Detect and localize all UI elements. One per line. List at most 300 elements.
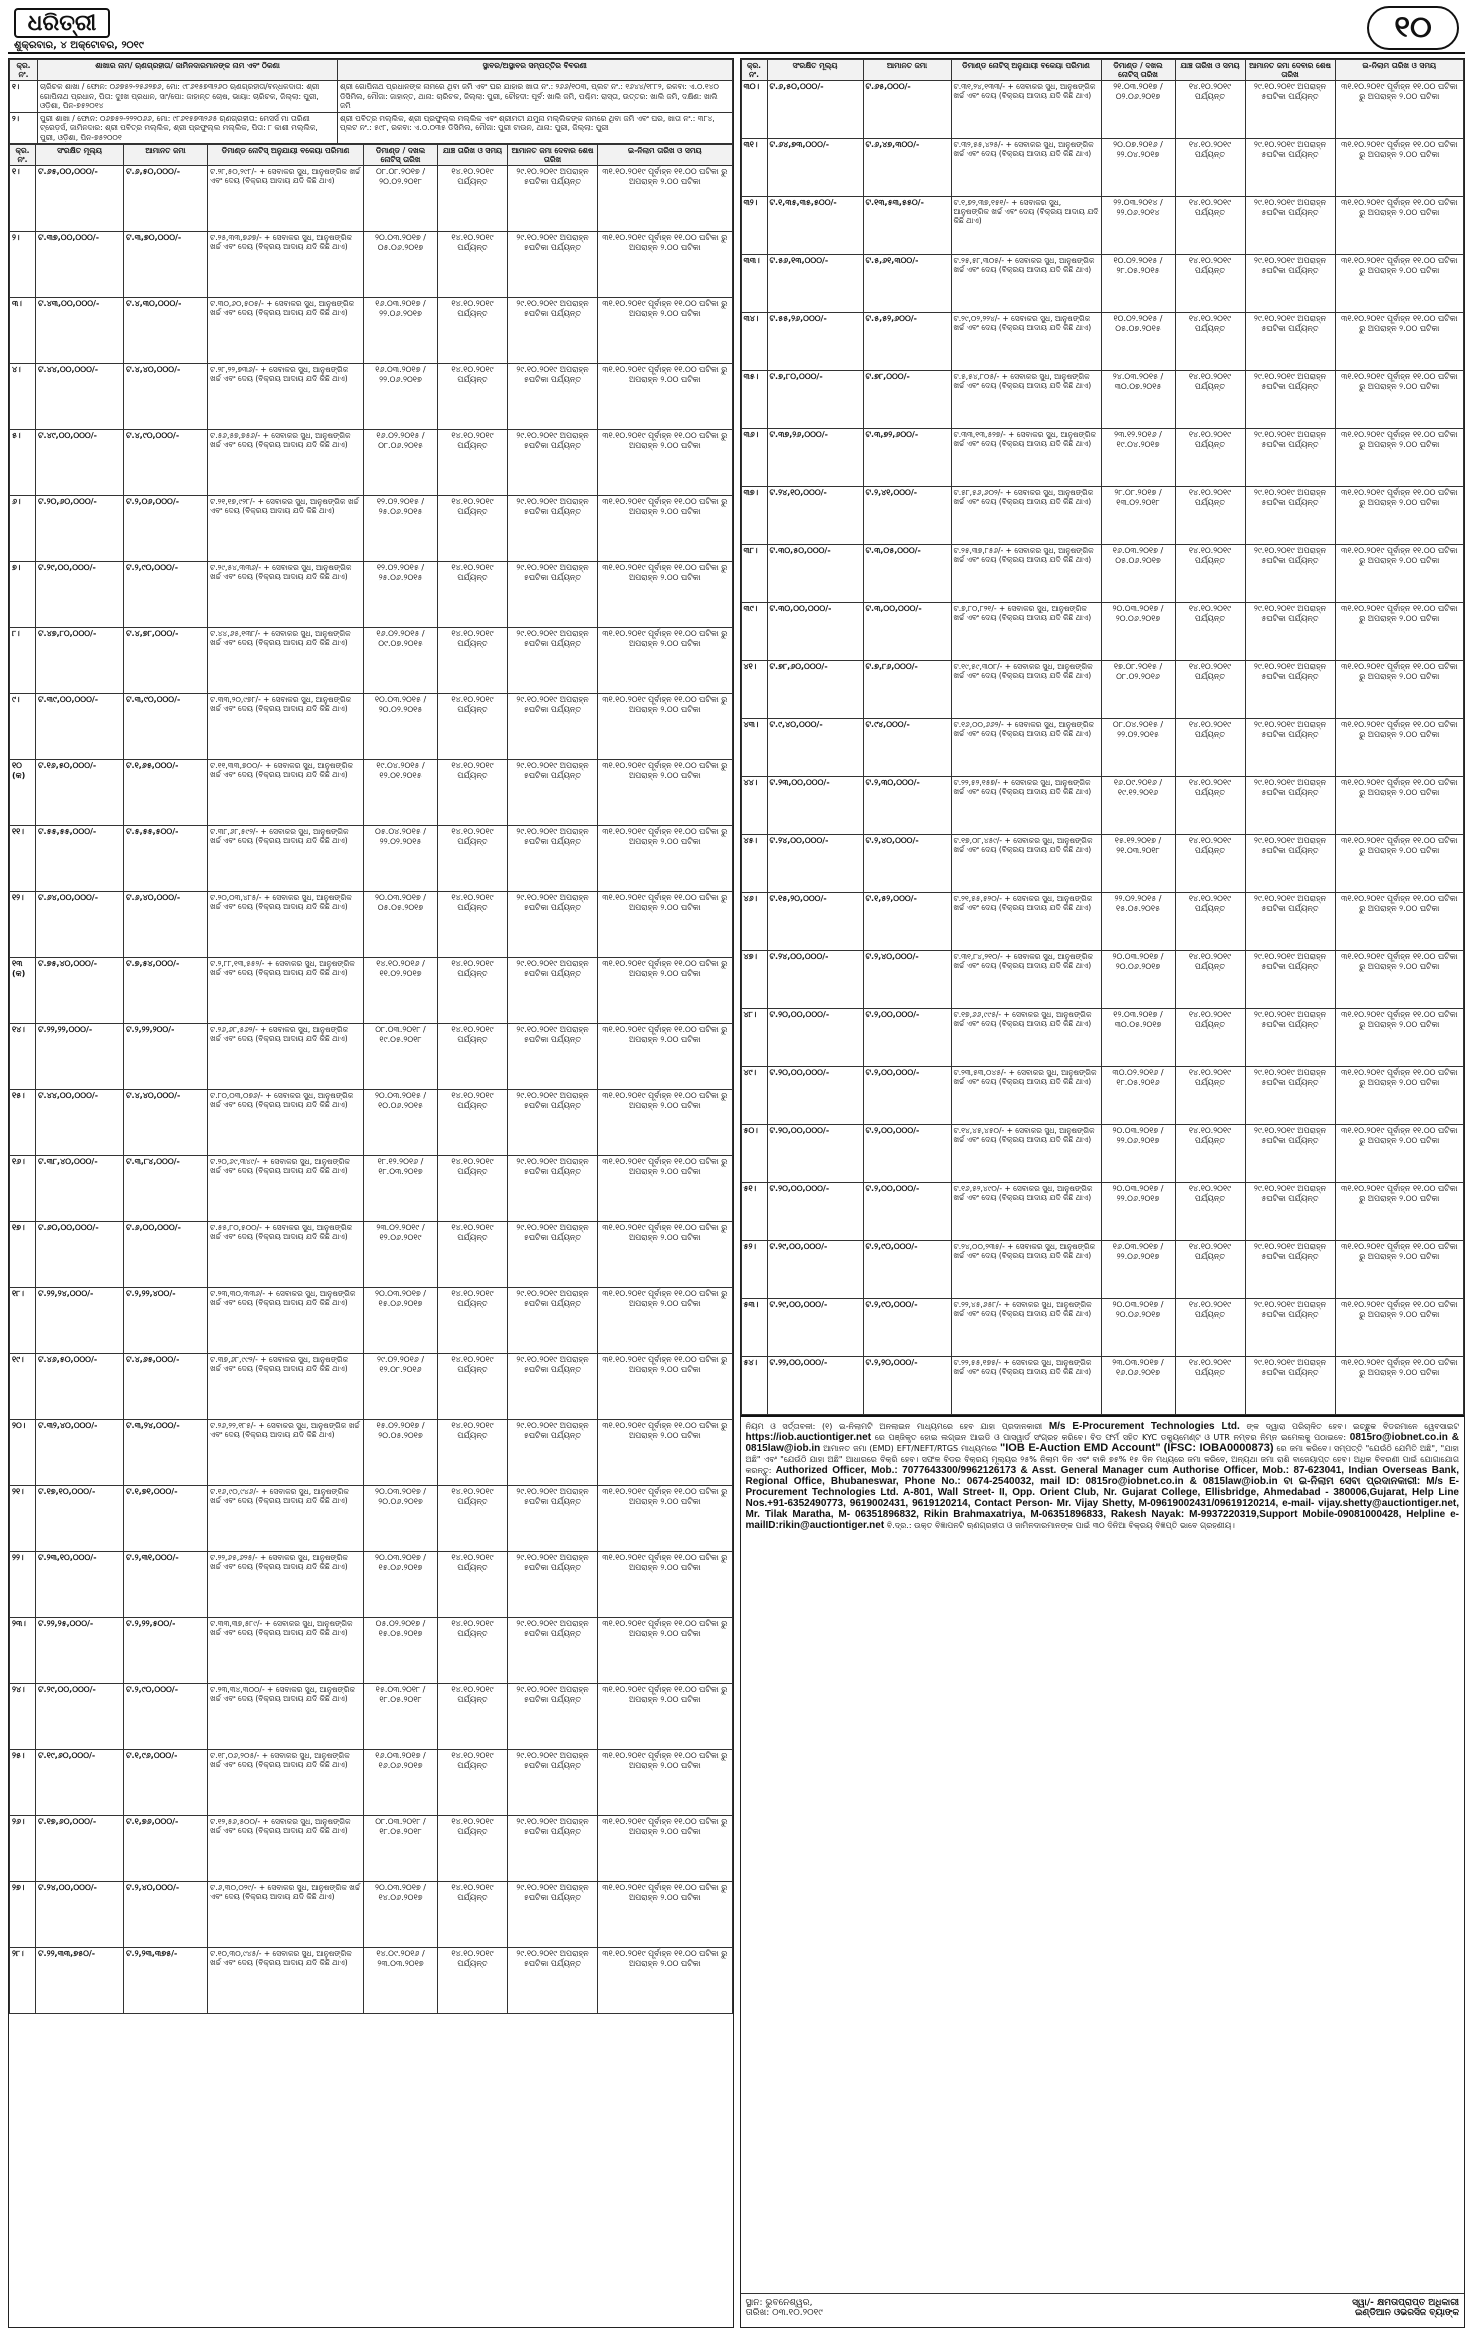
- row-serial: ୩୯।: [741, 603, 767, 661]
- auction-row: [741, 1009, 1464, 1067]
- notice-dates: ୨୦.୦୩.୨୦୧୭ / ୧୫.୦୬.୨୦୧୭: [364, 1552, 438, 1618]
- outstanding-dues: ଟ.୨୮,୫୦,୨୯୮/- + ସେବାକର ସୁଧ, ଆନୁଷଙ୍ଗିକ ଖର୍ଚ୍ଚ ଏବଂ ଦେୟ (ବିକ୍ରୟ ଆଦାୟ ଯଦି କିଛି ଥାଏ): [208, 166, 364, 232]
- auction-row: [10, 1684, 733, 1750]
- reserve-price: ଟ.୭୫,୪୦,୦୦୦/-: [36, 958, 124, 1024]
- header-emd-last-date: ଆମାନତ ଜମା ଦେବାର ଶେଷ ତାରିଖ: [1245, 60, 1335, 81]
- emd-last-date: ୨୯.୧୦.୨୦୧୯ ଅପରାହ୍ନ ୫ଘଟିକା ପର୍ଯ୍ୟନ୍ତ: [1245, 1009, 1335, 1067]
- auction-row: [10, 298, 733, 364]
- auction-date-time: ୩୧.୧୦.୨୦୧୯ ପୂର୍ବାହ୍ନ ୧୧.୦୦ ଘଟିକା ରୁ ଅପରାହ୍ନ ୨.୦୦ ଘଟିକା: [1335, 197, 1464, 255]
- reserve-price: ଟ.୫୫,୫୫,୦୦୦/-: [36, 826, 124, 892]
- earnest-money-deposit: ଟ.୨,୯୦,୦୦୦/-: [124, 562, 208, 628]
- auction-date-time: ୩୧.୧୦.୨୦୧୯ ପୂର୍ବାହ୍ନ ୧୧.୦୦ ଘଟିକା ରୁ ଅପରାହ୍ନ ୨.୦୦ ଘଟିକା: [1335, 139, 1464, 197]
- reserve-price: ଟ.୬୫,୦୦,୦୦୦/-: [36, 166, 124, 232]
- emd-last-date: ୨୯.୧୦.୨୦୧୯ ଅପରାହ୍ନ ୫ଘଟିକା ପର୍ଯ୍ୟନ୍ତ: [508, 1618, 598, 1684]
- auction-date-time: ୩୧.୧୦.୨୦୧୯ ପୂର୍ବାହ୍ନ ୧୧.୦୦ ଘଟିକା ରୁ ଅପରାହ୍ନ ୨.୦୦ ଘଟିକା: [598, 1024, 733, 1090]
- notice-dates: ୧୨.୦୩.୨୦୧୭ / ୩୦.୦୫.୨୦୧୭: [1101, 1009, 1175, 1067]
- auction-date-time: ୩୧.୧୦.୨୦୧୯ ପୂର୍ବାହ୍ନ ୧୧.୦୦ ଘଟିକା ରୁ ଅପରାହ୍ନ ୨.୦୦ ଘଟିକା: [598, 298, 733, 364]
- auction-url-link[interactable]: https://iob.auctiontiger.net: [745, 1432, 872, 1443]
- earnest-money-deposit: ଟ.୩,୨୪,୦୦୦/-: [124, 1420, 208, 1486]
- outstanding-dues: ଟ.୧୭,୬୬,୯୯୫/- + ସେବାକର ସୁଧ, ଆନୁଷଙ୍ଗିକ ଖର୍ଚ୍ଚ ଏବଂ ଦେୟ (ବିକ୍ରୟ ଆଦାୟ ଯଦି କିଛି ଥାଏ): [951, 1009, 1101, 1067]
- notice-dates: ୧୬.୦୨.୨୦୧୫ / ୦୯.୦୭.୨୦୧୫: [364, 628, 438, 694]
- row-serial: ୧୭।: [10, 1222, 36, 1288]
- notice-dates: ୧୪.୦୯.୨୦୧୬ / ୨୩.୦୩.୨୦୧୭: [364, 1948, 438, 2014]
- emd-last-date: ୨୯.୧୦.୨୦୧୯ ଅପରାହ୍ନ ୫ଘଟିକା ପର୍ଯ୍ୟନ୍ତ: [1245, 255, 1335, 313]
- earnest-money-deposit: ଟ.୩,୦୫,୦୦୦/-: [863, 545, 951, 603]
- outstanding-dues: ଟ.୧୯,୫୯,୩୦୮/- + ସେବାକର ସୁଧ, ଆନୁଷଙ୍ଗିକ ଖର୍ଚ୍ଚ ଏବଂ ଦେୟ (ବିକ୍ରୟ ଆଦାୟ ଯଦି କିଛି ଥାଏ): [951, 661, 1101, 719]
- earnest-money-deposit: ଟ.୨,୯୦,୦୦୦/-: [863, 1241, 951, 1299]
- row-serial: ୨୭।: [10, 1882, 36, 1948]
- inspection-date: ୧୪.୧୦.୨୦୧୯ ପର୍ଯ୍ୟନ୍ତ: [438, 1156, 508, 1222]
- outstanding-dues: ଟ.୨୩,୩୪,୩୦୦/- + ସେବାକର ସୁଧ, ଆନୁଷଙ୍ଗିକ ଖର୍ଚ୍ଚ ଏବଂ ଦେୟ (ବିକ୍ରୟ ଆଦାୟ ଯଦି କିଛି ଥାଏ): [208, 1684, 364, 1750]
- outstanding-dues: ଟ.୨୬,୨୨,୧୮୫/- + ସେବାକର ସୁଧ, ଆନୁଷଙ୍ଗିକ ଖର୍ଚ୍ଚ ଏବଂ ଦେୟ (ବିକ୍ରୟ ଆଦାୟ ଯଦି କିଛି ଥାଏ): [208, 1420, 364, 1486]
- auction-row: [10, 1156, 733, 1222]
- auction-row: [10, 1288, 733, 1354]
- emd-last-date: ୨୯.୧୦.୨୦୧୯ ଅପରାହ୍ନ ୫ଘଟିକା ପର୍ଯ୍ୟନ୍ତ: [508, 364, 598, 430]
- row-serial: ୩୭।: [741, 487, 767, 545]
- inspection-date: ୧୪.୧୦.୨୦୧୯ ପର୍ଯ୍ୟନ୍ତ: [438, 1552, 508, 1618]
- reserve-price: ଟ.୪୯,୦୦,୦୦୦/-: [36, 430, 124, 496]
- inspection-date: ୧୪.୧୦.୨୦୧୯ ପର୍ଯ୍ୟନ୍ତ: [438, 496, 508, 562]
- earnest-money-deposit: ଟ.୧,୭୧,୦୦୦/-: [124, 1486, 208, 1552]
- auction-row: [10, 1024, 733, 1090]
- outstanding-dues: ଟ.୧୬,୫୨,୪୯୦/- + ସେବାକର ସୁଧ, ଆନୁଷଙ୍ଗିକ ଖର୍ଚ୍ଚ ଏବଂ ଦେୟ (ବିକ୍ରୟ ଆଦାୟ ଯଦି କିଛି ଥାଏ): [951, 1183, 1101, 1241]
- branch-serial: ୨।: [10, 112, 38, 144]
- emd-last-date: ୨୯.୧୦.୨୦୧୯ ଅପରାହ୍ନ ୫ଘଟିକା ପର୍ଯ୍ୟନ୍ତ: [1245, 951, 1335, 1009]
- reserve-price: ଟ.୧,୩୫,୩୫,୫୦୦/-: [767, 197, 863, 255]
- left-auction-table: [9, 144, 733, 2014]
- auction-date-time: ୩୧.୧୦.୨୦୧୯ ପୂର୍ବାହ୍ନ ୧୧.୦୦ ଘଟିକା ରୁ ଅପରାହ୍ନ ୨.୦୦ ଘଟିକା: [1335, 951, 1464, 1009]
- auction-date-time: ୩୧.୧୦.୨୦୧୯ ପୂର୍ବାହ୍ନ ୧୧.୦୦ ଘଟିକା ରୁ ଅପରାହ୍ନ ୨.୦୦ ଘଟିକା: [1335, 487, 1464, 545]
- notice-dates: ୨୧.୦୩.୨୦୧୭ / ୦୨.୦୬.୨୦୧୭: [1101, 81, 1175, 139]
- emd-last-date: ୨୯.୧୦.୨୦୧୯ ଅପରାହ୍ନ ୫ଘଟିକା ପର୍ଯ୍ୟନ୍ତ: [508, 1552, 598, 1618]
- auction-date-time: ୩୧.୧୦.୨୦୧୯ ପୂର୍ବାହ୍ନ ୧୧.୦୦ ଘଟିକା ରୁ ଅପରାହ୍ନ ୨.୦୦ ଘଟିକା: [598, 1750, 733, 1816]
- reserve-price: ଟ.୪୪,୦୦,୦୦୦/-: [36, 1090, 124, 1156]
- earnest-money-deposit: ଟ.୫,୫୨,୬୦୦/-: [863, 313, 951, 371]
- reserve-price: ଟ.୨୨,୦୦,୦୦୦/-: [767, 1357, 863, 1415]
- inspection-date: ୧୪.୧୦.୨୦୧୯ ପର୍ଯ୍ୟନ୍ତ: [1175, 777, 1245, 835]
- inspection-date: ୧୪.୧୦.୨୦୧୯ ପର୍ଯ୍ୟନ୍ତ: [1175, 1183, 1245, 1241]
- auction-row: [741, 139, 1464, 197]
- inspection-date: ୧୪.୧୦.୨୦୧୯ ପର୍ଯ୍ୟନ୍ତ: [1175, 1357, 1245, 1415]
- emd-last-date: ୨୯.୧୦.୨୦୧୯ ଅପରାହ୍ନ ୫ଘଟିକା ପର୍ଯ୍ୟନ୍ତ: [508, 628, 598, 694]
- emd-last-date: ୨୯.୧୦.୨୦୧୯ ଅପରାହ୍ନ ୫ଘଟିକା ପର୍ଯ୍ୟନ୍ତ: [508, 298, 598, 364]
- outstanding-dues: ଟ.୧୦,୩୦,୯୪୫/- + ସେବାକର ସୁଧ, ଆନୁଷଙ୍ଗିକ ଖର୍ଚ୍ଚ ଏବଂ ଦେୟ (ବିକ୍ରୟ ଆଦାୟ ଯଦି କିଛି ଥାଏ): [208, 1948, 364, 2014]
- outstanding-dues: ଟ.୪୪,୬୫,୧୩୮/- + ସେବାକର ସୁଧ, ଆନୁଷଙ୍ଗିକ ଖର୍ଚ୍ଚ ଏବଂ ଦେୟ (ବିକ୍ରୟ ଆଦାୟ ଯଦି କିଛି ଥାଏ): [208, 628, 364, 694]
- reserve-price: ଟ.୩୮,୪୦,୦୦୦/-: [36, 1156, 124, 1222]
- header-auction-date: ଇ-ନିଲାମ ତାରିଖ ଓ ସମୟ: [1335, 60, 1464, 81]
- terms-and-conditions: [741, 1415, 1465, 2293]
- auction-row: [741, 371, 1464, 429]
- row-serial: ୩୩।: [741, 255, 767, 313]
- outstanding-dues: ଟ.୧୬,୯୦,୯୪୬/- + ସେବାକର ସୁଧ, ଆନୁଷଙ୍ଗିକ ଖର୍ଚ୍ଚ ଏବଂ ଦେୟ (ବିକ୍ରୟ ଆଦାୟ ଯଦି କିଛି ଥାଏ): [208, 1486, 364, 1552]
- provider-name: M/s E-Procurement Technologies Ltd.: [1048, 1421, 1240, 1432]
- outstanding-dues: ଟ.୨,୮୮,୧୩,୫୫୨/- + ସେବାକର ସୁଧ, ଆନୁଷଙ୍ଗିକ ଖର୍ଚ୍ଚ ଏବଂ ଦେୟ (ବିକ୍ରୟ ଆଦାୟ ଯଦି କିଛି ଥାଏ): [208, 958, 364, 1024]
- notice-dates: ୨୨.୦୨.୨୦୧୫ / ୧୫.୦୫.୨୦୧୫: [1101, 893, 1175, 951]
- row-serial: ୮।: [10, 628, 36, 694]
- auction-date-time: ୩୧.୧୦.୨୦୧୯ ପୂର୍ବାହ୍ନ ୧୧.୦୦ ଘଟିକା ରୁ ଅପରାହ୍ନ ୨.୦୦ ଘଟିକା: [1335, 313, 1464, 371]
- auction-row: [10, 628, 733, 694]
- outstanding-dues: ଟ.୨୯,୫୪,୩୩୬/- + ସେବାକର ସୁଧ, ଆନୁଷଙ୍ଗିକ ଖର୍ଚ୍ଚ ଏବଂ ଦେୟ (ବିକ୍ରୟ ଆଦାୟ ଯଦି କିଛି ଥାଏ): [208, 562, 364, 628]
- reserve-price: ଟ.୨୪,୦୦,୦୦୦/-: [36, 1882, 124, 1948]
- earnest-money-deposit: ଟ.୬,୫୦,୦୦୦/-: [124, 166, 208, 232]
- row-serial: ୪୩।: [741, 719, 767, 777]
- row-serial: ୪୫।: [741, 835, 767, 893]
- header-reserve-price: ସଂରକ୍ଷିତ ମୂଲ୍ୟ: [767, 60, 863, 81]
- notice-dates: ୧୭.୦୮.୨୦୧୫ / ୦୮.୦୨.୨୦୧୬: [1101, 661, 1175, 719]
- earnest-money-deposit: ଟ.୧,୭୬,୦୦୦/-: [124, 1816, 208, 1882]
- property-details: ଶ୍ରୀ ଗୋପିନାଥ ପ୍ରଧାନଙ୍କ ନାମରେ ଥିବା ଜମି ଏବଂ ଘର ଯାହାର ଖାତା ନଂ.: ୨୬୬/୧୦୩, ପ୍ଲଟ ନଂ.: ୧୬୪୪/୧୮୮୨, ରକବା: ଏ.୦.୧୪୦ ଡିସିମିଲ, ମୌଜା: ଜାହାନ୍ତ, ଥାନା: ଚାରିଚକ, ଜିଲ୍ଲା: ପୁରୀ, ଚୌହଦୀ: ପୂର୍ବ: ଖାଲି ଜମି, ପଶ୍ଚିମ: ରାସ୍ତା, ଉତ୍ତର: ଖାଲି ଜମି, ଦକ୍ଷିଣ: ଖାଲି ଜମି: [338, 81, 733, 113]
- inspection-date: ୧୪.୧୦.୨୦୧୯ ପର୍ଯ୍ୟନ୍ତ: [1175, 197, 1245, 255]
- outstanding-dues: ଟ.୩୧,୮୪,୨୧୦/- + ସେବାକର ସୁଧ, ଆନୁଷଙ୍ଗିକ ଖର୍ଚ୍ଚ ଏବଂ ଦେୟ (ବିକ୍ରୟ ଆଦାୟ ଯଦି କିଛି ଥାଏ): [951, 951, 1101, 1009]
- earnest-money-deposit: ଟ.୨,୨୨,୨୦୦/-: [124, 1024, 208, 1090]
- branch-header-no: କ୍ର. ନଂ.: [10, 60, 38, 81]
- terms-lead: ନିୟମ ଓ ସର୍ତ୍ତାବଳୀ: (୧) ଇ-ନିଲାମଟି ଅନଲାଇନ ମାଧ୍ୟମରେ ହେବ ଯାହା ପ୍ରଦାନକାରୀ: [745, 1422, 1043, 1431]
- auction-date-time: ୩୧.୧୦.୨୦୧୯ ପୂର୍ବାହ୍ନ ୧୧.୦୦ ଘଟିକା ରୁ ଅପରାହ୍ନ ୨.୦୦ ଘଟିକା: [1335, 719, 1464, 777]
- auction-date-time: ୩୧.୧୦.୨୦୧୯ ପୂର୍ବାହ୍ନ ୧୧.୦୦ ଘଟିକା ରୁ ଅପରାହ୍ନ ୨.୦୦ ଘଟିକା: [1335, 1299, 1464, 1357]
- outstanding-dues: ଟ.୩୧,୨୪,୧୩୩/- + ସେବାକର ସୁଧ, ଆନୁଷଙ୍ଗିକ ଖର୍ଚ୍ଚ ଏବଂ ଦେୟ (ବିକ୍ରୟ ଆଦାୟ ଯଦି କିଛି ଥାଏ): [951, 81, 1101, 139]
- notice-dates: ୧୫.୧୨.୨୦୧୭ / ୨୧.୦୩.୨୦୧୮: [1101, 835, 1175, 893]
- outstanding-dues: ଟ.୨୦,୬୯,୩୪୯/- + ସେବାକର ସୁଧ, ଆନୁଷଙ୍ଗିକ ଖର୍ଚ୍ଚ ଏବଂ ଦେୟ (ବିକ୍ରୟ ଆଦାୟ ଯଦି କିଛି ଥାଏ): [208, 1156, 364, 1222]
- newspaper-logo: ଧରିତ୍ରୀ: [14, 8, 110, 38]
- auction-row: [10, 826, 733, 892]
- inspection-date: ୧୪.୧୦.୨୦୧୯ ପର୍ଯ୍ୟନ୍ତ: [438, 1948, 508, 2014]
- earnest-money-deposit: ଟ.୨,୨୨,୪୦୦/-: [124, 1288, 208, 1354]
- inspection-date: ୧୪.୧୦.୨୦୧୯ ପର୍ଯ୍ୟନ୍ତ: [438, 826, 508, 892]
- inspection-date: ୧୪.୧୦.୨୦୧୯ ପର୍ଯ୍ୟନ୍ତ: [1175, 81, 1245, 139]
- reserve-price: ଟ.୬୪,୦୦,୦୦୦/-: [36, 892, 124, 958]
- auction-date-time: ୩୧.୧୦.୨୦୧୯ ପୂର୍ବାହ୍ନ ୧୧.୦୦ ଘଟିକା ରୁ ଅପରାହ୍ନ ୨.୦୦ ଘଟିକା: [598, 826, 733, 892]
- row-serial: ୪୧।: [741, 661, 767, 719]
- notice-dates: ୨୩.୧୨.୨୦୧୬ / ୧୯.୦୪.୨୦୧୭: [1101, 429, 1175, 487]
- auction-date-time: ୩୧.୧୦.୨୦୧୯ ପୂର୍ବାହ୍ନ ୧୧.୦୦ ଘଟିକା ରୁ ଅପରାହ୍ନ ୨.୦୦ ଘଟିକା: [1335, 603, 1464, 661]
- outstanding-dues: ଟ.୧୮,୦୬,୨୦୫/- + ସେବାକର ସୁଧ, ଆନୁଷଙ୍ଗିକ ଖର୍ଚ୍ଚ ଏବଂ ଦେୟ (ବିକ୍ରୟ ଆଦାୟ ଯଦି କିଛି ଥାଏ): [208, 1750, 364, 1816]
- reserve-price: ଟ.୨୦,୦୦,୦୦୦/-: [767, 1067, 863, 1125]
- reserve-price: ଟ.୪୪,୦୦,୦୦୦/-: [36, 364, 124, 430]
- notice-dates: ୨୦.୦୩.୨୦୧୭ / ୧୪.୦୬.୨୦୧୭: [364, 1882, 438, 1948]
- notice-dates: ୨୩.୦୩.୨୦୧୭ / ୧୬.୦୬.୨୦୧୭: [1101, 1357, 1175, 1415]
- auction-date-time: ୩୧.୧୦.୨୦୧୯ ପୂର୍ବାହ୍ନ ୧୧.୦୦ ଘଟିକା ରୁ ଅପରାହ୍ନ ୨.୦୦ ଘଟିକା: [598, 760, 733, 826]
- inspection-date: ୧୪.୧୦.୨୦୧୯ ପର୍ଯ୍ୟନ୍ତ: [438, 1882, 508, 1948]
- inspection-date: ୧୪.୧୦.୨୦୧୯ ପର୍ଯ୍ୟନ୍ତ: [438, 1684, 508, 1750]
- row-serial: ୪୬।: [741, 893, 767, 951]
- notice-dates: ୧୫.୦୨.୨୦୧୭ / ୨୦.୦୫.୨୦୧୭: [364, 1420, 438, 1486]
- inspection-date: ୧୪.୧୦.୨୦୧୯ ପର୍ଯ୍ୟନ୍ତ: [438, 1288, 508, 1354]
- outstanding-dues: ଟ.୮୦,୦୩,୦୭୬/- + ସେବାକର ସୁଧ, ଆନୁଷଙ୍ଗିକ ଖର୍ଚ୍ଚ ଏବଂ ଦେୟ (ବିକ୍ରୟ ଆଦାୟ ଯଦି କିଛି ଥାଏ): [208, 1090, 364, 1156]
- earnest-money-deposit: ଟ.୬,୪୭,୩୦୦/-: [863, 139, 951, 197]
- auction-date-time: ୩୧.୧୦.୨୦୧୯ ପୂର୍ବାହ୍ନ ୧୧.୦୦ ଘଟିକା ରୁ ଅପରାହ୍ନ ୨.୦୦ ଘଟିକା: [598, 1816, 733, 1882]
- inspection-date: ୧୪.୧୦.୨୦୧୯ ପର୍ଯ୍ୟନ୍ତ: [1175, 371, 1245, 429]
- outstanding-dues: ଟ.୫,୫୪,୮୦୫/- + ସେବାକର ସୁଧ, ଆନୁଷଙ୍ଗିକ ଖର୍ଚ୍ଚ ଏବଂ ଦେୟ (ବିକ୍ରୟ ଆଦାୟ ଯଦି କିଛି ଥାଏ): [951, 371, 1101, 429]
- reserve-price: ଟ.୨୯,୦୦,୦୦୦/-: [767, 1299, 863, 1357]
- auction-row: [10, 232, 733, 298]
- inspection-date: ୧୪.୧୦.୨୦୧୯ ପର୍ଯ୍ୟନ୍ତ: [438, 1816, 508, 1882]
- row-serial: ୧୦ (କ): [10, 760, 36, 826]
- inspection-date: ୧୪.୧୦.୨୦୧୯ ପର୍ଯ୍ୟନ୍ତ: [438, 166, 508, 232]
- header-notice-date: ଡିମାଣ୍ଡ / ଦଖଲ ନୋଟିସ୍ ତାରିଖ: [364, 145, 438, 166]
- outstanding-dues: ଟ.୧୪,୪୫,୪୫୦/- + ସେବାକର ସୁଧ, ଆନୁଷଙ୍ଗିକ ଖର୍ଚ୍ଚ ଏବଂ ଦେୟ (ବିକ୍ରୟ ଆଦାୟ ଯଦି କିଛି ଥାଏ): [951, 1125, 1101, 1183]
- earnest-money-deposit: ଟ.୨,୯୦,୦୦୦/-: [863, 1299, 951, 1357]
- notice-dates: ୨୦.୦୭.୨୦୧୬ / ୨୨.୦୪.୨୦୧୭: [1101, 139, 1175, 197]
- outstanding-dues: ଟ.୨୮,୨୨,୭୩୬/- + ସେବାକର ସୁଧ, ଆନୁଷଙ୍ଗିକ ଖର୍ଚ୍ଚ ଏବଂ ଦେୟ (ବିକ୍ରୟ ଆଦାୟ ଯଦି କିଛି ଥାଏ): [208, 364, 364, 430]
- auction-date-time: ୩୧.୧୦.୨୦୧୯ ପୂର୍ବାହ୍ନ ୧୧.୦୦ ଘଟିକା ରୁ ଅପରାହ୍ନ ୨.୦୦ ଘଟିକା: [1335, 81, 1464, 139]
- row-serial: ୨୧।: [10, 1486, 36, 1552]
- notice-dates: ୦୮.୦୩.୨୦୧୮ / ୧୯.୦୫.୨୦୧୮: [364, 1024, 438, 1090]
- inspection-date: ୧୪.୧୦.୨୦୧୯ ପର୍ଯ୍ୟନ୍ତ: [438, 364, 508, 430]
- emd-last-date: ୨୯.୧୦.୨୦୧୯ ଅପରାହ୍ନ ୫ଘଟିକା ପର୍ଯ୍ୟନ୍ତ: [508, 892, 598, 958]
- auction-row: [10, 430, 733, 496]
- earnest-money-deposit: ଟ.୯୪,୦୦୦/-: [863, 719, 951, 777]
- auction-date-time: ୩୧.୧୦.୨୦୧୯ ପୂର୍ବାହ୍ନ ୧୧.୦୦ ଘଟିକା ରୁ ଅପରାହ୍ନ ୨.୦୦ ଘଟିକା: [598, 892, 733, 958]
- emd-last-date: ୨୯.୧୦.୨୦୧୯ ଅପରାହ୍ନ ୫ଘଟିକା ପର୍ଯ୍ୟନ୍ତ: [508, 1024, 598, 1090]
- inspection-date: ୧୪.୧୦.୨୦୧୯ ପର୍ଯ୍ୟନ୍ତ: [1175, 255, 1245, 313]
- auction-row: [10, 1090, 733, 1156]
- header-inspection: ଯାଞ୍ଚ ତାରିଖ ଓ ସମୟ: [1175, 60, 1245, 81]
- inspection-date: ୧୪.୧୦.୨୦୧୯ ପର୍ଯ୍ୟନ୍ତ: [1175, 719, 1245, 777]
- auction-date-time: ୩୧.୧୦.୨୦୧୯ ପୂର୍ବାହ୍ନ ୧୧.୦୦ ଘଟିକା ରୁ ଅପରାହ୍ନ ୨.୦୦ ଘଟିକା: [598, 1618, 733, 1684]
- outstanding-dues: ଟ.୨୬,୬୮,୫୬୨/- + ସେବାକର ସୁଧ, ଆନୁଷଙ୍ଗିକ ଖର୍ଚ୍ଚ ଏବଂ ଦେୟ (ବିକ୍ରୟ ଆଦାୟ ଯଦି କିଛି ଥାଏ): [208, 1024, 364, 1090]
- auction-date-time: ୩୧.୧୦.୨୦୧୯ ପୂର୍ବାହ୍ନ ୧୧.୦୦ ଘଟିକା ରୁ ଅପରାହ୍ନ ୨.୦୦ ଘଟିକା: [1335, 1357, 1464, 1415]
- earnest-money-deposit: ଟ.୩,୭୦,୦୦୦/-: [124, 232, 208, 298]
- page-number: ୧୦: [1367, 6, 1459, 50]
- emd-last-date: ୨୯.୧୦.୨୦୧୯ ଅପରାହ୍ନ ୫ଘଟିକା ପର୍ଯ୍ୟନ୍ତ: [508, 1222, 598, 1288]
- contact-emails[interactable]: 0815ro@iobnet.co.in & 0815law@iob.in: [745, 1432, 1460, 1454]
- inspection-date: ୧୪.୧୦.୨୦୧୯ ପର୍ଯ୍ୟନ୍ତ: [1175, 313, 1245, 371]
- outstanding-dues: ଟ.୨୨,୬୫,୬୨୫/- + ସେବାକର ସୁଧ, ଆନୁଷଙ୍ଗିକ ଖର୍ଚ୍ଚ ଏବଂ ଦେୟ (ବିକ୍ରୟ ଆଦାୟ ଯଦି କିଛି ଥାଏ): [208, 1552, 364, 1618]
- emd-last-date: ୨୯.୧୦.୨୦୧୯ ଅପରାହ୍ନ ୫ଘଟିକା ପର୍ଯ୍ୟନ୍ତ: [1245, 661, 1335, 719]
- notice-dates: ୧୪.୧୦.୨୦୧୬ / ୧୧.୦୨.୨୦୧୭: [364, 958, 438, 1024]
- emd-last-date: ୨୯.୧୦.୨୦୧୯ ଅପରାହ୍ନ ୫ଘଟିକା ପର୍ଯ୍ୟନ୍ତ: [508, 166, 598, 232]
- inspection-date: ୧୪.୧୦.୨୦୧୯ ପର୍ଯ୍ୟନ୍ତ: [438, 892, 508, 958]
- reserve-price: ଟ.୨୨,୨୨,୦୦୦/-: [36, 1024, 124, 1090]
- inspection-date: ୧୪.୧୦.୨୦୧୯ ପର୍ଯ୍ୟନ୍ତ: [438, 1024, 508, 1090]
- auction-row: [741, 1241, 1464, 1299]
- outstanding-dues: ଟ.୧୨,୫୬,୫୦୦/- + ସେବାକର ସୁଧ, ଆନୁଷଙ୍ଗିକ ଖର୍ଚ୍ଚ ଏବଂ ଦେୟ (ବିକ୍ରୟ ଆଦାୟ ଯଦି କିଛି ଥାଏ): [208, 1816, 364, 1882]
- auction-row: [741, 545, 1464, 603]
- emd-last-date: ୨୯.୧୦.୨୦୧୯ ଅପରାହ୍ନ ୫ଘଟିକା ପର୍ଯ୍ୟନ୍ତ: [508, 232, 598, 298]
- auction-date-time: ୩୧.୧୦.୨୦୧୯ ପୂର୍ବାହ୍ନ ୧୧.୦୦ ଘଟିକା ରୁ ଅପରାହ୍ନ ୨.୦୦ ଘଟିକା: [598, 1420, 733, 1486]
- auction-date-time: ୩୧.୧୦.୨୦୧୯ ପୂର୍ବାହ୍ନ ୧୧.୦୦ ଘଟିକା ରୁ ଅପରାହ୍ନ ୨.୦୦ ଘଟିକା: [598, 562, 733, 628]
- inspection-date: ୧୪.୧୦.୨୦୧୯ ପର୍ଯ୍ୟନ୍ତ: [438, 1354, 508, 1420]
- header-reserve-price: ସଂରକ୍ଷିତ ମୂଲ୍ୟ: [36, 145, 124, 166]
- row-serial: ୫୪।: [741, 1357, 767, 1415]
- reserve-price: ଟ.୩୨,୪୦,୦୦୦/-: [36, 1420, 124, 1486]
- auction-row: [10, 166, 733, 232]
- branch-header-name: ଶାଖାର ନାମ/ ଋଣଗ୍ରହୀତା/ ଜାମିନଦାରମାନଙ୍କ ନାମ ଏବଂ ଠିକଣା: [38, 60, 338, 81]
- earnest-money-deposit: ଟ.୨,୦୦,୦୦୦/-: [863, 1009, 951, 1067]
- row-serial: ୧।: [10, 166, 36, 232]
- terms-p3: ଆମାନତ ଜମା (EMD) EFT/NEFT/RTGS ମାଧ୍ୟମରେ: [823, 1444, 998, 1453]
- auction-row: [10, 892, 733, 958]
- auction-date-time: ୩୧.୧୦.୨୦୧୯ ପୂର୍ବାହ୍ନ ୧୧.୦୦ ଘଟିକା ରୁ ଅପରାହ୍ନ ୨.୦୦ ଘଟିକା: [598, 1948, 733, 2014]
- reserve-price: ଟ.୪୭,୮୦,୦୦୦/-: [36, 628, 124, 694]
- reserve-price: ଟ.୨୩,୦୦,୦୦୦/-: [767, 777, 863, 835]
- row-serial: ୨୫।: [10, 1750, 36, 1816]
- row-serial: ୩୬।: [741, 429, 767, 487]
- earnest-money-deposit: ଟ.୨,୦୦,୦୦୦/-: [863, 1125, 951, 1183]
- auction-row: [741, 835, 1464, 893]
- earnest-money-deposit: ଟ.୨,୯୦,୦୦୦/-: [124, 1684, 208, 1750]
- emd-last-date: ୨୯.୧୦.୨୦୧୯ ଅପରାହ୍ନ ୫ଘଟିକା ପର୍ଯ୍ୟନ୍ତ: [1245, 429, 1335, 487]
- notice-dates: ୨୦.୦୩.୨୦୧୭ / ୨୨.୦୬.୨୦୧୭: [1101, 1183, 1175, 1241]
- auction-row: [10, 760, 733, 826]
- earnest-money-deposit: ଟ.୧୩,୫୩,୫୫୦/-: [863, 197, 951, 255]
- row-serial: ୪୭।: [741, 951, 767, 1009]
- header-dues: ଡିମାଣ୍ଡ ନୋଟିସ୍ ଅନୁଯାୟୀ ବକେୟା ପରିମାଣ: [208, 145, 364, 166]
- reserve-price: ଟ.୨୯,୦୦,୦୦୦/-: [767, 1241, 863, 1299]
- contact-details: Authorized Officer, Mob.: 7077643300/9962126173 & Asst. General Manager cum Authorise Officer, Mob.: 87-623041, Indian Overseas Bank, Regional Office, Bhubaneswar, Phone No.: 0674-2540032, mail ID: 0815ro@iobnet.co.in & 0815law@iob.in ବା ଇ-ନିଲାମ ସେବା ପ୍ରଦାନକାରୀ: M/s E-Procurement Technologies Ltd. A-801, Wall Street- II, Opp. Orient Club, Nr. Gujarat College, Ellisbridge, Ahmedabad - 380006,Gujarat, Help Line Nos.+91-6352490773, 9619002431, 9619120214, Contact Person- Mr. Vijay Shetty, M-09619002431/09619120214, e-mail- vijay.shetty@auctiontiger.net, Mr. Tilak Maratha, M- 06351896832, Rikin Brahmaxatriya, M-06351896833, Rakesh Nayak: M-9937220319,Support Mobile-09081000428, Helpline e-mailID:rikin@auctiontiger.net: [745, 1465, 1459, 1531]
- auction-date-time: ୩୧.୧୦.୨୦୧୯ ପୂର୍ବାହ୍ନ ୧୧.୦୦ ଘଟିକା ରୁ ଅପରାହ୍ନ ୨.୦୦ ଘଟିକା: [598, 1354, 733, 1420]
- inspection-date: ୧୪.୧୦.୨୦୧୯ ପର୍ଯ୍ୟନ୍ତ: [438, 628, 508, 694]
- inspection-date: ୧୪.୧୦.୨୦୧୯ ପର୍ଯ୍ୟନ୍ତ: [1175, 545, 1245, 603]
- earnest-money-deposit: ଟ.୨,୨୨,୫୦୦/-: [124, 1618, 208, 1684]
- auction-date-time: ୩୧.୧୦.୨୦୧୯ ପୂର୍ବାହ୍ନ ୧୧.୦୦ ଘଟିକା ରୁ ଅପରାହ୍ନ ୨.୦୦ ଘଟିକା: [598, 1486, 733, 1552]
- auction-row: [10, 1552, 733, 1618]
- auction-date-time: ୩୧.୧୦.୨୦୧୯ ପୂର୍ବାହ୍ନ ୧୧.୦୦ ଘଟିକା ରୁ ଅପରାହ୍ନ ୨.୦୦ ଘଟିକା: [598, 694, 733, 760]
- auction-date-time: ୩୧.୧୦.୨୦୧୯ ପୂର୍ବାହ୍ନ ୧୧.୦୦ ଘଟିକା ରୁ ଅପରାହ୍ନ ୨.୦୦ ଘଟିକା: [598, 166, 733, 232]
- auction-date-time: ୩୧.୧୦.୨୦୧୯ ପୂର୍ବାହ୍ନ ୧୧.୦୦ ଘଟିକା ରୁ ଅପରାହ୍ନ ୨.୦୦ ଘଟିକା: [598, 628, 733, 694]
- reserve-price: ଟ.୩୭,୨୬,୦୦୦/-: [767, 429, 863, 487]
- notice-dates: ୨୦.୦୩.୨୦୧୫ / ୧୦.୦୬.୨୦୧୫: [364, 1090, 438, 1156]
- auction-date-time: ୩୧.୧୦.୨୦୧୯ ପୂର୍ବାହ୍ନ ୧୧.୦୦ ଘଟିକା ରୁ ଅପରାହ୍ନ ୨.୦୦ ଘଟିକା: [598, 1090, 733, 1156]
- row-serial: ୧୬।: [10, 1156, 36, 1222]
- earnest-money-deposit: ଟ.୨,୪୦,୦୦୦/-: [124, 1882, 208, 1948]
- auction-date-time: ୩୧.୧୦.୨୦୧୯ ପୂର୍ବାହ୍ନ ୧୧.୦୦ ଘଟିକା ରୁ ଅପରାହ୍ନ ୨.୦୦ ଘଟିକା: [1335, 893, 1464, 951]
- reserve-price: ଟ.୩୦,୫୦,୦୦୦/-: [767, 545, 863, 603]
- reserve-price: ଟ.୧୭,୬୦,୦୦୦/-: [36, 1816, 124, 1882]
- notice-dates: ୨୪.୦୩.୨୦୧୫ / ୩୦.୦୭.୨୦୧୫: [1101, 371, 1175, 429]
- auction-row: [10, 958, 733, 1024]
- row-serial: ୭।: [10, 562, 36, 628]
- row-serial: ୨୬।: [10, 1816, 36, 1882]
- notice-dates: ୨୨.୦୩.୨୦୧୪ / ୨୨.୦୬.୨୦୧୪: [1101, 197, 1175, 255]
- left-auction-header: [10, 145, 733, 166]
- inspection-date: ୧୪.୧୦.୨୦୧୯ ପର୍ଯ୍ୟନ୍ତ: [1175, 487, 1245, 545]
- earnest-money-deposit: ଟ.୪,୪୦,୦୦୦/-: [124, 1090, 208, 1156]
- notice-dates: ୨୦.୦୩.୨୦୧୭ / ୦୫.୦୬.୨୦୧୭: [364, 232, 438, 298]
- inspection-date: ୧୪.୧୦.୨୦୧୯ ପର୍ଯ୍ୟନ୍ତ: [438, 1750, 508, 1816]
- auction-date-time: ୩୧.୧୦.୨୦୧୯ ପୂର୍ବାହ୍ନ ୧୧.୦୦ ଘଟିକା ରୁ ଅପରାହ୍ନ ୨.୦୦ ଘଟିକା: [1335, 1125, 1464, 1183]
- reserve-price: ଟ.୨୩,୧୦,୦୦୦/-: [36, 1552, 124, 1618]
- auction-row: [741, 661, 1464, 719]
- notice-columns: [8, 58, 1465, 2328]
- emd-last-date: ୨୯.୧୦.୨୦୧୯ ଅପରାହ୍ନ ୫ଘଟିକା ପର୍ଯ୍ୟନ୍ତ: [1245, 835, 1335, 893]
- auction-row: [10, 1882, 733, 1948]
- auction-date-time: ୩୧.୧୦.୨୦୧୯ ପୂର୍ବାହ୍ନ ୧୧.୦୦ ଘଟିକା ରୁ ଅପରାହ୍ନ ୨.୦୦ ଘଟିକା: [1335, 1183, 1464, 1241]
- emd-last-date: ୨୯.୧୦.୨୦୧୯ ଅପରାହ୍ନ ୫ଘଟିକା ପର୍ଯ୍ୟନ୍ତ: [508, 1156, 598, 1222]
- earnest-money-deposit: ଟ.୫,୬୧,୩୦୦/-: [863, 255, 951, 313]
- emd-last-date: ୨୯.୧୦.୨୦୧୯ ଅପରାହ୍ନ ୫ଘଟିକା ପର୍ଯ୍ୟନ୍ତ: [1245, 313, 1335, 371]
- auction-row: [741, 429, 1464, 487]
- reserve-price: ଟ.୪୬,୫୦,୦୦୦/-: [36, 1354, 124, 1420]
- row-serial: ୩୦।: [741, 81, 767, 139]
- inspection-date: ୧୪.୧୦.୨୦୧୯ ପର୍ଯ୍ୟନ୍ତ: [438, 298, 508, 364]
- auction-date-time: ୩୧.୧୦.୨୦୧୯ ପୂର୍ବାହ୍ନ ୧୧.୦୦ ଘଟିକା ରୁ ଅପରାହ୍ନ ୨.୦୦ ଘଟିକା: [1335, 1067, 1464, 1125]
- auction-date-time: ୩୧.୧୦.୨୦୧୯ ପୂର୍ବାହ୍ନ ୧୧.୦୦ ଘଟିକା ରୁ ଅପରାହ୍ନ ୨.୦୦ ଘଟିକା: [598, 364, 733, 430]
- signoff-bank: ଇଣ୍ଡିଆନ ଓଭରସିଜ ବ୍ୟାଙ୍କ: [1354, 2308, 1459, 2318]
- emd-last-date: ୨୯.୧୦.୨୦୧୯ ଅପରାହ୍ନ ୫ଘଟିକା ପର୍ଯ୍ୟନ୍ତ: [1245, 1125, 1335, 1183]
- branch-header-property: ସ୍ଥାବର/ଅସ୍ଥାବର ସମ୍ପତ୍ତିର ବିବରଣୀ: [338, 60, 733, 81]
- reserve-price: ଟ.୭,୮୦,୦୦୦/-: [767, 371, 863, 429]
- auction-row: [741, 1125, 1464, 1183]
- row-serial: ୫୧।: [741, 1183, 767, 1241]
- auction-date-time: ୩୧.୧୦.୨୦୧୯ ପୂର୍ବାହ୍ନ ୧୧.୦୦ ଘଟିକା ରୁ ଅପରାହ୍ନ ୨.୦୦ ଘଟିକା: [598, 1222, 733, 1288]
- issue-date: ଶୁକ୍ରବାର, ୪ ଅକ୍ଟୋବର, ୨୦୧୯: [14, 40, 144, 51]
- reserve-price: ଟ.୨୪,୦୦,୦୦୦/-: [767, 835, 863, 893]
- row-serial: ୧୯।: [10, 1354, 36, 1420]
- emd-last-date: ୨୯.୧୦.୨୦୧୯ ଅପରାହ୍ନ ୫ଘଟିକା ପର୍ଯ୍ୟନ୍ତ: [1245, 81, 1335, 139]
- earnest-money-deposit: ଟ.୧,୫୨,୦୦୦/-: [863, 893, 951, 951]
- inspection-date: ୧୪.୧୦.୨୦୧୯ ପର୍ଯ୍ୟନ୍ତ: [438, 1420, 508, 1486]
- inspection-date: ୧୪.୧୦.୨୦୧୯ ପର୍ଯ୍ୟନ୍ତ: [438, 430, 508, 496]
- header-notice-date: ଡିମାଣ୍ଡ / ଦଖଲ ନୋଟିସ୍ ତାରିଖ: [1101, 60, 1175, 81]
- earnest-money-deposit: ଟ.୧,୯୬,୦୦୦/-: [124, 1750, 208, 1816]
- reserve-price: ଟ.୩୯,୦୦,୦୦୦/-: [36, 694, 124, 760]
- outstanding-dues: ଟ.୧୧,୩୩,୭୦୦/- + ସେବାକର ସୁଧ, ଆନୁଷଙ୍ଗିକ ଖର୍ଚ୍ଚ ଏବଂ ଦେୟ (ବିକ୍ରୟ ଆଦାୟ ଯଦି କିଛି ଥାଏ): [208, 760, 364, 826]
- outstanding-dues: ଟ.୩୨,୫୫,୪୨୫/- + ସେବାକର ସୁଧ, ଆନୁଷଙ୍ଗିକ ଖର୍ଚ୍ଚ ଏବଂ ଦେୟ (ବିକ୍ରୟ ଆଦାୟ ଯଦି କିଛି ଥାଏ): [951, 139, 1101, 197]
- emd-last-date: ୨୯.୧୦.୨୦୧୯ ଅପରାହ୍ନ ୫ଘଟିକା ପର୍ଯ୍ୟନ୍ତ: [1245, 139, 1335, 197]
- terms-p5: ବି.ଦ୍ର.: ଉକ୍ତ ବିଜ୍ଞାପନଟି ଋଣଗ୍ରହୀତା ଓ ଜାମିନଦାରମାନଙ୍କ ପାଇଁ ୩୦ ଦିନିଆ ବିକ୍ରୟ ବିଜ୍ଞପ୍ତି ଭାବେ ଗ୍ରହଣୀୟ।: [886, 1521, 1235, 1530]
- inspection-date: ୧୪.୧୦.୨୦୧୯ ପର୍ଯ୍ୟନ୍ତ: [438, 1090, 508, 1156]
- auction-row: [10, 1618, 733, 1684]
- emd-last-date: ୨୯.୧୦.୨୦୧୯ ଅପରାହ୍ନ ୫ଘଟିକା ପର୍ଯ୍ୟନ୍ତ: [508, 1486, 598, 1552]
- notice-dates: ୦୫.୦୪.୨୦୧୫ / ୨୨.୦୨.୨୦୧୫: [364, 826, 438, 892]
- inspection-date: ୧୪.୧୦.୨୦୧୯ ପର୍ଯ୍ୟନ୍ତ: [438, 694, 508, 760]
- notice-dates: ୧୮.୧୨.୨୦୧୬ / ୧୮.୦୩.୨୦୧୭: [364, 1156, 438, 1222]
- reserve-price: ଟ.୬୦,୦୦,୦୦୦/-: [36, 1222, 124, 1288]
- auction-row: [741, 197, 1464, 255]
- outstanding-dues: ଟ.୨୨,୫୫,୧୭୫/- + ସେବାକର ସୁଧ, ଆନୁଷଙ୍ଗିକ ଖର୍ଚ୍ଚ ଏବଂ ଦେୟ (ବିକ୍ରୟ ଆଦାୟ ଯଦି କିଛି ଥାଏ): [951, 1357, 1101, 1415]
- auction-row: [741, 893, 1464, 951]
- notice-dates: ୧୬.୦୩.୨୦୧୭ / ୦୫.୦୬.୨୦୧୭: [1101, 545, 1175, 603]
- auction-date-time: ୩୧.୧୦.୨୦୧୯ ପୂର୍ବାହ୍ନ ୧୧.୦୦ ଘଟିକା ରୁ ଅପରାହ୍ନ ୨.୦୦ ଘଟିକା: [598, 496, 733, 562]
- outstanding-dues: ଟ.୫୮,୫୬,୬୦୨/- + ସେବାକର ସୁଧ, ଆନୁଷଙ୍ଗିକ ଖର୍ଚ୍ଚ ଏବଂ ଦେୟ (ବିକ୍ରୟ ଆଦାୟ ଯଦି କିଛି ଥାଏ): [951, 487, 1101, 545]
- row-serial: ୩୨।: [741, 197, 767, 255]
- earnest-money-deposit: ଟ.୬୫,୦୦୦/-: [863, 81, 951, 139]
- notice-dates: ୧୬.୦୩.୨୦୧୭ / ୧୬.୦୬.୨୦୧୭: [364, 1750, 438, 1816]
- auction-row: [741, 1299, 1464, 1357]
- inspection-date: ୧୪.୧୦.୨୦୧୯ ପର୍ଯ୍ୟନ୍ତ: [1175, 951, 1245, 1009]
- outstanding-dues: ଟ.୩୩,୩୭,୫୮୯/- + ସେବାକର ସୁଧ, ଆନୁଷଙ୍ଗିକ ଖର୍ଚ୍ଚ ଏବଂ ଦେୟ (ବିକ୍ରୟ ଆଦାୟ ଯଦି କିଛି ଥାଏ): [208, 1618, 364, 1684]
- inspection-date: ୧୪.୧୦.୨୦୧୯ ପର୍ଯ୍ୟନ୍ତ: [1175, 893, 1245, 951]
- signoff-place: ସ୍ଥାନ: ଭୁବନେଶ୍ୱର,: [745, 2298, 813, 2308]
- outstanding-dues: ଟ.୨୫,୩୩,୭୬୭/- + ସେବାକର ସୁଧ, ଆନୁଷଙ୍ଗିକ ଖର୍ଚ୍ଚ ଏବଂ ଦେୟ (ବିକ୍ରୟ ଆଦାୟ ଯଦି କିଛି ଥାଏ): [208, 232, 364, 298]
- auction-row: [10, 1354, 733, 1420]
- row-serial: ୧୨।: [10, 892, 36, 958]
- auction-date-time: ୩୧.୧୦.୨୦୧୯ ପୂର୍ବାହ୍ନ ୧୧.୦୦ ଘଟିକା ରୁ ଅପରାହ୍ନ ୨.୦୦ ଘଟିକା: [598, 430, 733, 496]
- auction-date-time: ୩୧.୧୦.୨୦୧୯ ପୂର୍ବାହ୍ନ ୧୧.୦୦ ଘଟିକା ରୁ ଅପରାହ୍ନ ୨.୦୦ ଘଟିକା: [1335, 545, 1464, 603]
- earnest-money-deposit: ଟ.୨,୨୦,୦୦୦/-: [863, 1357, 951, 1415]
- signoff: [741, 2293, 1465, 2327]
- outstanding-dues: ଟ.୨୧,୧୭,୯୨୮/- + ସେବାକର ସୁଧ, ଆନୁଷଙ୍ଗିକ ଖର୍ଚ୍ଚ ଏବଂ ଦେୟ (ବିକ୍ରୟ ଆଦାୟ ଯଦି କିଛି ଥାଏ): [208, 496, 364, 562]
- inspection-date: ୧୪.୧୦.୨୦୧୯ ପର୍ଯ୍ୟନ୍ତ: [438, 958, 508, 1024]
- earnest-money-deposit: ଟ.୩,୯୦,୦୦୦/-: [124, 694, 208, 760]
- earnest-money-deposit: ଟ.୭୮,୦୦୦/-: [863, 371, 951, 429]
- notice-dates: ୨୦.୦୩.୨୦୧୭ / ୨୦.୦୬.୨୦୧୭: [1101, 603, 1175, 661]
- signoff-date: ତାରିଖ: ୦୩.୧୦.୨୦୧୯: [745, 2308, 823, 2318]
- notice-dates: ୨୩.୦୨.୨୦୧୯ / ୧୨.୦୬.୨୦୧୯: [364, 1222, 438, 1288]
- reserve-price: ଟ.୧୫,୨୦,୦୦୦/-: [767, 893, 863, 951]
- property-details: ଶ୍ରୀ ପବିତ୍ର ମଲ୍ଲିକ, ଶ୍ରୀ ପ୍ରଫୁଲ୍ଲ ମଲ୍ଲିକ ଏବଂ ଶ୍ରୀମତୀ ଯମୁନା ମଲ୍ଲିକଙ୍କ ନାମରେ ଥିବା ଜମି ଏବଂ ଘର, ଖାତା ନଂ.: ୩୮୪, ପ୍ଲଟ ନଂ.: ୫୯୮, ରକବା: ଏ.୦.୦୩୫ ଡିସିମିଲ, ମୌଜା: ପୁରୀ ଟାଉନ, ଥାନା: ପୁରୀ, ଜିଲ୍ଲା: ପୁରୀ: [338, 112, 733, 144]
- inspection-date: ୧୪.୧୦.୨୦୧୯ ପର୍ଯ୍ୟନ୍ତ: [1175, 429, 1245, 487]
- outstanding-dues: ଟ.୩୩,୨୦,୯୭୮/- + ସେବାକର ସୁଧ, ଆନୁଷଙ୍ଗିକ ଖର୍ଚ୍ଚ ଏବଂ ଦେୟ (ବିକ୍ରୟ ଆଦାୟ ଯଦି କିଛି ଥାଏ): [208, 694, 364, 760]
- outstanding-dues: ଟ.୫୫,୮୦,୫୦୦/- + ସେବାକର ସୁଧ, ଆନୁଷଙ୍ଗିକ ଖର୍ଚ୍ଚ ଏବଂ ଦେୟ (ବିକ୍ରୟ ଆଦାୟ ଯଦି କିଛି ଥାଏ): [208, 1222, 364, 1288]
- notice-dates: ୧୫.୦୩.୨୦୧୮ / ୧୮.୦୫.୨୦୧୮: [364, 1684, 438, 1750]
- auction-row: [741, 81, 1464, 139]
- header-auction-date: ଇ-ନିଲାମ ତାରିଖ ଓ ସମୟ: [598, 145, 733, 166]
- emd-last-date: ୨୯.୧୦.୨୦୧୯ ଅପରାହ୍ନ ୫ଘଟିକା ପର୍ଯ୍ୟନ୍ତ: [508, 1288, 598, 1354]
- emd-last-date: ୨୯.୧୦.୨୦୧୯ ଅପରାହ୍ନ ୫ଘଟିକା ପର୍ଯ୍ୟନ୍ତ: [508, 1420, 598, 1486]
- emd-last-date: ୨୯.୧୦.୨୦୧୯ ଅପରାହ୍ନ ୫ଘଟିକା ପର୍ଯ୍ୟନ୍ତ: [508, 760, 598, 826]
